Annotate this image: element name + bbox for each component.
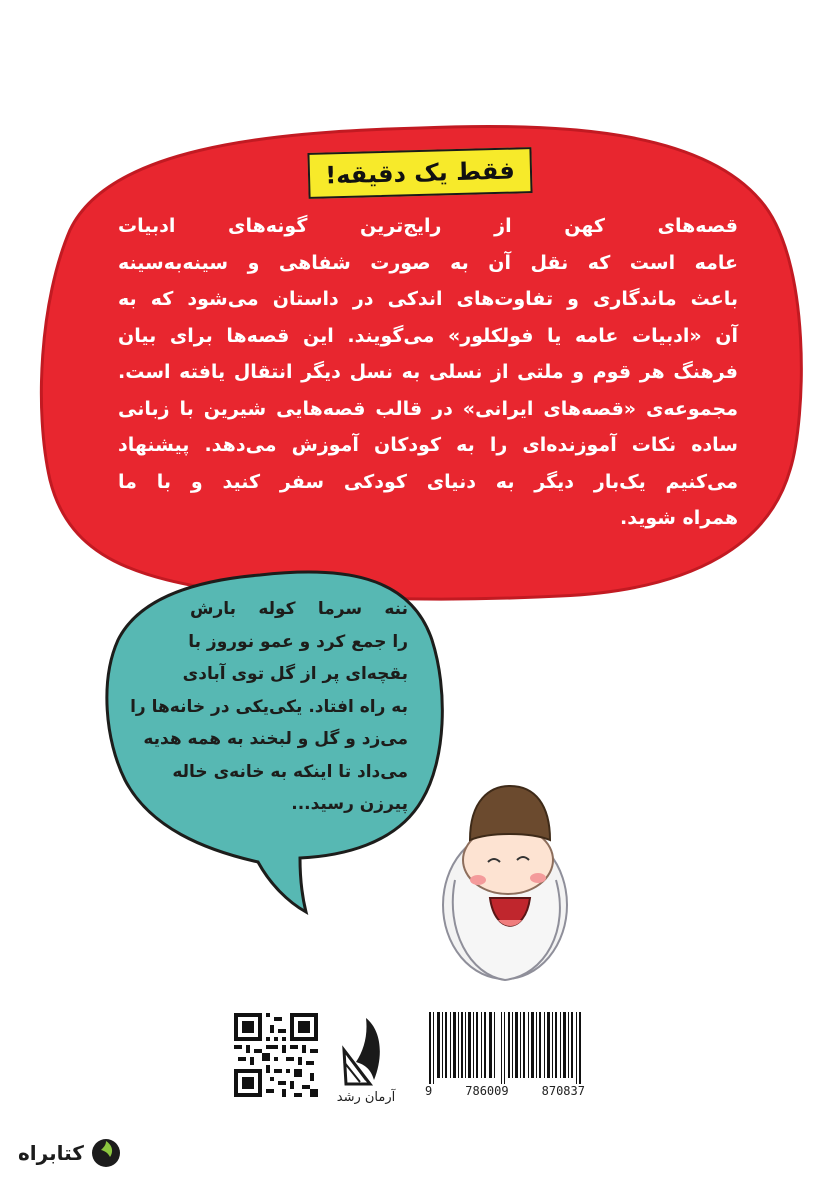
teal-line: می‌زد و گل و لبخند به همه هدیه	[143, 729, 408, 749]
red-line: عامه است که نقل آن به صورت شفاهی و سینه‌به‌سینه	[118, 251, 738, 274]
heading-text: فقط یک دقیقه!	[324, 156, 516, 190]
teal-line: می‌داد تا اینکه به خانه‌ی خاله	[172, 761, 408, 782]
red-line: فرهنگ هر قوم و ملتی از نسلی به نسل دیگر انتقال یافته است.	[118, 361, 738, 383]
ketabrah-text: کتابراه	[18, 1141, 84, 1165]
teal-line: بقچه‌ای پر از گل توی آبادی	[182, 664, 408, 684]
red-line: ساده نکات آموزنده‌ای را به کودکان آموزش می‌دهد. پیشنهاد	[118, 434, 738, 456]
ketabrah-logo-icon	[90, 1137, 122, 1169]
red-line: همراه شوید.	[620, 507, 738, 529]
isbn-part: 870837	[541, 1084, 585, 1098]
red-line: می‌کنیم یک‌بار دیگر به دنیای کودکی سفر کنید و با ما	[118, 470, 738, 493]
qr-code	[234, 1013, 318, 1097]
heading-label	[307, 147, 532, 199]
red-line: باعث ماندگاری و تفاوت‌های اندکی در داستان می‌شود که به	[118, 288, 738, 310]
publisher-name: آرمان رشد	[336, 1090, 396, 1105]
isbn-part: 786009	[465, 1084, 509, 1098]
teal-line: پیرزن رسید...	[291, 794, 408, 814]
isbn-part: 9	[425, 1084, 433, 1098]
red-bubble-text	[118, 208, 738, 537]
isbn-number	[425, 1084, 585, 1098]
barcode	[429, 1012, 581, 1084]
red-line: آن «ادبیات عامه یا فولکلور» می‌گویند. این قصه‌ها برای بیان	[118, 324, 738, 347]
teal-line: را جمع کرد و عمو نوروز با	[188, 631, 408, 652]
red-line: مجموعه‌ی «قصه‌های ایرانی» در قالب قصه‌هایی شیرین با زبانی	[118, 397, 738, 420]
ketabrah-watermark	[18, 1136, 122, 1170]
teal-line: ننه سرما کوله بارش	[190, 599, 408, 619]
red-line: قصه‌های کهن از رایج‌ترین گونه‌های ادبیات	[118, 215, 738, 237]
teal-bubble-text	[130, 593, 408, 821]
amu-nowruz-illustration	[443, 786, 567, 980]
teal-line: به راه افتاد. یکی‌یکی در خانه‌ها را	[130, 696, 408, 717]
